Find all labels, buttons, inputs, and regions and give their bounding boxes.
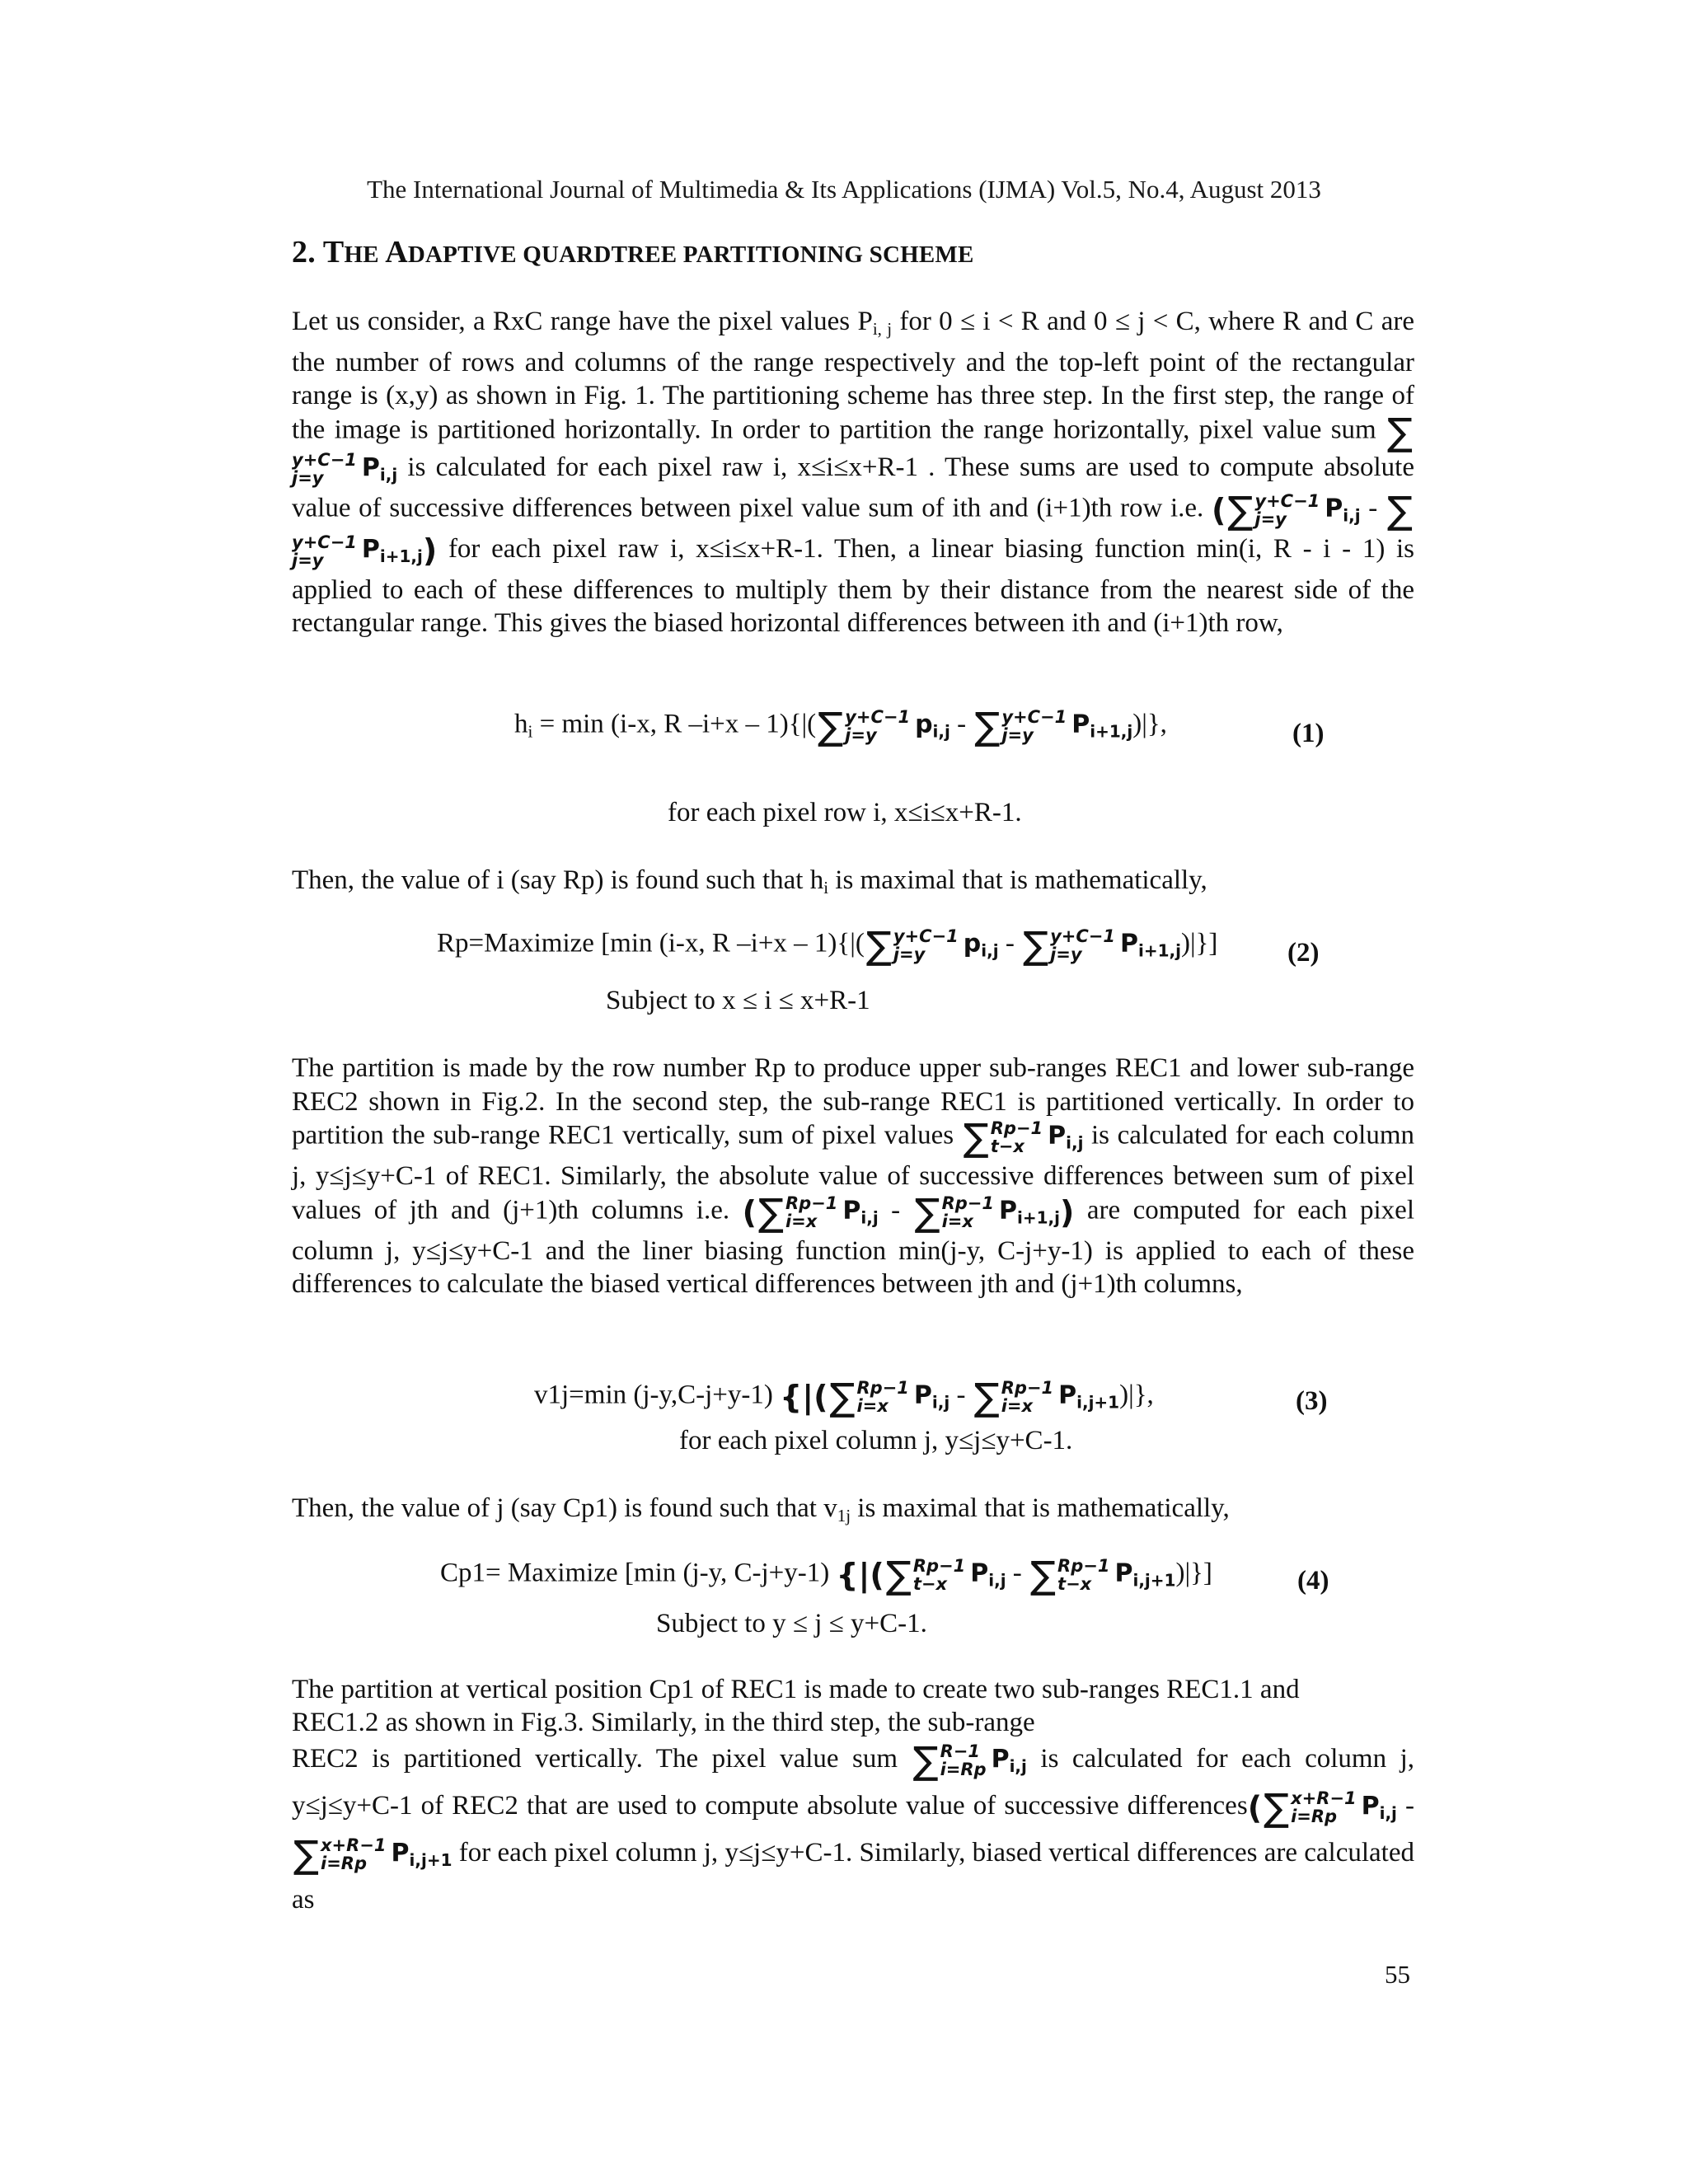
sum-limits: y+C−1 j=y — [1050, 926, 1115, 964]
section-title-part: DAPTIVE QUARDTREE PARTITIONING SCHEME — [407, 241, 974, 268]
section-title-part: T — [322, 235, 345, 269]
equation-2: Rp=Maximize [min (i-x, R –i+x – 1){|(∑ y+C−1 j=y $p_{i,j}$ - ∑ y+C−1 j=y $P_{i+1,j})|$}] — [437, 923, 1218, 968]
sum-symbol: ∑ — [818, 704, 844, 748]
paragraph-5: REC2 is partitioned vertically. The pixel value sum ∑ R−1 i=Rp $P_{i,j}$ is calculated for each column j, y≤j≤y+C-1 of REC2 that are used to compute absolute value of successive differences(∑ x+R−1 i=Rp $P_{i,j}$ - ∑ x+R−1 i=Rp $P_{i,j+1}$ for each pixel column j, y≤j≤y+C-1. Similarly, biased vertical differences are calculated as — [292, 1738, 1415, 1915]
equation-4-number: (4) — [1297, 1566, 1329, 1596]
equation-3-number: (3) — [1296, 1386, 1328, 1416]
sum-limits: y+C−1 j=y — [1001, 707, 1067, 745]
sum-limits: Rp−1 t−x — [1057, 1556, 1110, 1594]
equation-3: v1j=min (j-y,C-j+y-1) {|(∑ Rp−1 i=x $P_{i,j}$ - ∑ Rp−1 i=x $P_{i,j+1})|$}, — [534, 1375, 1154, 1419]
section-title-part: A — [385, 235, 408, 269]
sum-limits: Rp−1 i=x — [941, 1193, 995, 1231]
paragraph-4: Then, the value of j (say Cp1) is found such that v1j is maximal that is mathematically, — [292, 1493, 1230, 1526]
section-heading — [292, 234, 974, 270]
equation-1-number: (1) — [1292, 719, 1325, 748]
journal-header: The International Journal of Multimedia & Its Applications (IJMA) Vol.5, No.4, August 2013 — [367, 175, 1321, 204]
sum-symbol: ∑ — [963, 1115, 989, 1160]
equation-2-number: (2) — [1287, 938, 1320, 968]
sum-limits: Rp−1 t−x — [990, 1118, 1043, 1156]
equation-1-condition: for each pixel row i, x≤i≤x+R-1. — [668, 798, 1022, 827]
sum-limits: x+R−1 i=Rp — [1291, 1788, 1357, 1827]
paragraph-2: Then, the value of i (say Rp) is found such that hi is maximal that is mathematically, — [292, 865, 1207, 898]
sum-limits: Rp−1 i=x — [785, 1193, 838, 1231]
sum-symbol: ∑ — [885, 1553, 912, 1597]
sum-symbol: ∑ — [1387, 488, 1413, 532]
page-number: 55 — [1385, 1960, 1410, 1989]
sum-symbol: ∑ — [974, 704, 1001, 748]
sum-symbol: ∑ — [293, 1832, 319, 1877]
sum-limits: Rp−1 i=x — [1001, 1378, 1054, 1416]
sum-limits: y+C−1 j=y — [845, 707, 911, 745]
sum-symbol: ∑ — [1023, 923, 1049, 968]
sum-limits: y+C−1 j=y — [893, 926, 959, 964]
sum-limits: y+C−1 j=y — [292, 449, 357, 488]
equation-4: Cp1= Maximize [min (j-y, C-j+y-1) {|(∑ Rp−1 t−x $P_{i,j}$ - ∑ Rp−1 t−x $P_{i,j+1})|$}] — [440, 1553, 1212, 1597]
equation-3-condition: for each pixel column j, y≤j≤y+C-1. — [679, 1426, 1073, 1455]
equation-4-condition: Subject to y ≤ j ≤ y+C-1. — [656, 1609, 927, 1638]
section-number: 2. — [292, 235, 323, 269]
sum-limits: R−1 i=Rp — [940, 1741, 987, 1780]
sum-symbol: ∑ — [1030, 1553, 1057, 1597]
sum-symbol: ∑ — [1264, 1785, 1290, 1830]
paragraph-1: Let us consider, a RxC range have the pixel values Pi, j for 0 ≤ i < R and 0 ≤ j < C, where R and C are the number of rows and columns of the range respectively and the top-left point of the rectangular range is (x,y) as shown in Fig. 1. The partitioning scheme has three step. In the first step, the range of the image is partitioned horizontally. In order to partition the range horizontally, pixel value sum ∑ y+C−1 j=y $P_{i,j}$ is calculated for each pixel raw i, x≤i≤x+R-1 . These sums are used to compute absolute value of successive differences between pixel value sum of ith and (i+1)th row i.e. (∑ y+C−1 j=y $P_{i,j}$ - ∑ y+C−1 j=y $P_{i+1,j}$) for each pixel raw i, x≤i≤x+R-1. Then, a linear biasing function min(i, R - i - 1) is applied to each of these differences to multiply them by their distance from the nearest side of the rectangular range. This gives the biased horizontal differences between ith and (i+1)th row, — [292, 307, 1414, 639]
equation-2-condition: Subject to x ≤ i ≤ x+R-1 — [606, 986, 870, 1015]
sum-symbol: ∑ — [912, 1738, 939, 1783]
paragraph-5-intro: The partition at vertical position Cp1 of REC1 is made to create two sub-ranges REC1.1 and REC1.2 as shown in Fig.3. Similarly, in the third step, the sub-range — [292, 1675, 1300, 1737]
sum-limits: x+R−1 i=Rp — [321, 1835, 387, 1874]
section-title-part: HE — [344, 241, 386, 268]
sum-symbol: ∑ — [1387, 409, 1413, 454]
sum-limits: Rp−1 t−x — [912, 1556, 966, 1594]
sum-symbol: ∑ — [1227, 488, 1254, 532]
sum-limits: y+C−1 j=y — [1254, 491, 1320, 529]
equation-1: hi = min (i-x, R –i+x – 1){|(∑ y+C−1 j=y $p_{i,j}$ - ∑ y+C−1 j=y $P_{i+1,j})|$}, — [514, 704, 1167, 748]
sum-symbol: ∑ — [829, 1375, 856, 1419]
sum-symbol: ∑ — [865, 923, 892, 968]
sum-symbol: ∑ — [973, 1375, 1000, 1419]
sum-limits: y+C−1 j=y — [292, 532, 357, 570]
sum-symbol: ∑ — [914, 1189, 940, 1235]
paragraph-3: The partition is made by the row number Rp to produce upper sub-ranges REC1 and lower sub-range REC2 shown in Fig.2. In the second step, the sub-range REC1 is partitioned vertically. In order to partition the sub-range REC1 vertically, sum of pixel values ∑ Rp−1 t−x $P_{i,j}$ is calculated for each column j, y≤j≤y+C-1 of REC1. Similarly, the absolute value of successive differences between sum of pixel values of jth and (j+1)th columns i.e. (∑ Rp−1 i=x $P_{i,j}$ - ∑ Rp−1 i=x $P_{i+1,j}$) are computed for each pixel column j, y≤j≤y+C-1 and the liner biasing function min(j-y, C-j+y-1) is applied to each of these differences to calculate the biased vertical differences between jth and (j+1)th columns, — [292, 1053, 1415, 1300]
sum-symbol: ∑ — [757, 1189, 784, 1235]
sum-limits: Rp−1 i=x — [856, 1378, 909, 1416]
